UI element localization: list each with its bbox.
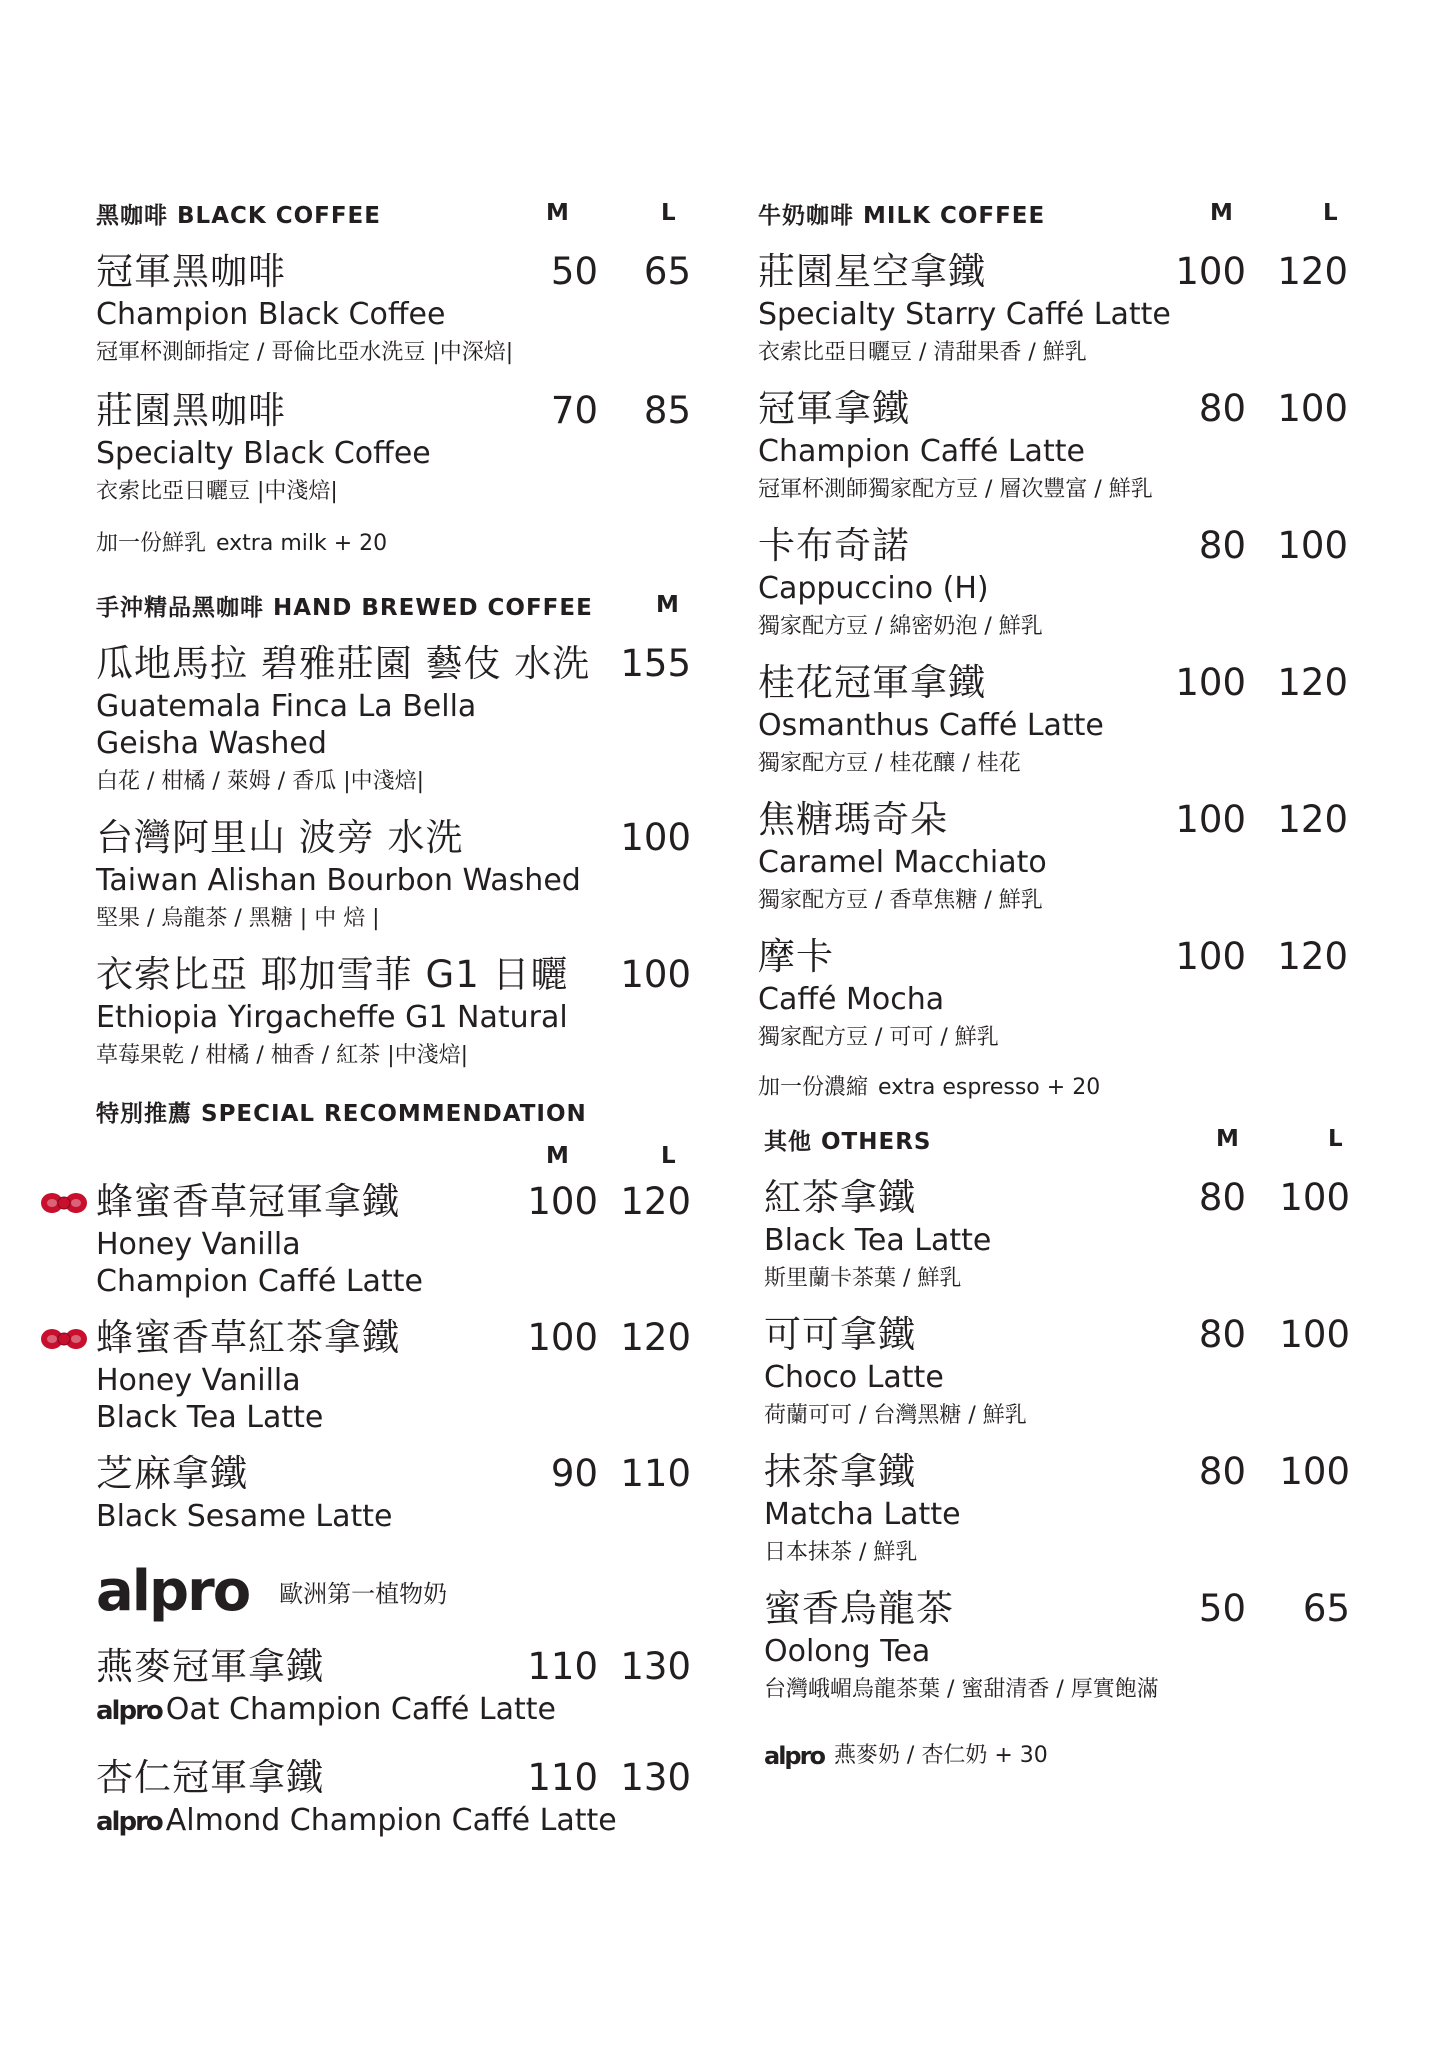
item-name-en: Black Sesame Latte xyxy=(96,1499,393,1534)
item-name-zh: 衣索比亞 耶加雪菲 G1 日曬 xyxy=(96,953,569,996)
price-l: 100 xyxy=(1277,524,1348,567)
menu-item xyxy=(96,387,696,510)
price-l: 65 xyxy=(643,250,691,293)
price-m: 80 xyxy=(1198,1176,1246,1219)
item-name-en-row xyxy=(96,1691,696,1730)
menu-item xyxy=(758,522,1358,645)
price-m: 155 xyxy=(620,642,691,685)
item-desc: 草莓果乾 / 柑橘 / 柚香 / 紅茶 |中淺焙| xyxy=(96,1043,469,1068)
item-name-zh: 燕麥冠軍拿鐵 xyxy=(96,1645,324,1688)
item-name-en: Cappuccino (H) xyxy=(758,571,989,606)
menu-item xyxy=(758,659,1358,782)
price-l: 120 xyxy=(1277,935,1348,978)
item-name-zh: 紅茶拿鐵 xyxy=(764,1176,916,1219)
item-name-en: Honey Vanilla xyxy=(96,1227,301,1262)
price-m: 50 xyxy=(1198,1587,1246,1630)
black-coffee-header xyxy=(96,190,696,236)
price-m: 100 xyxy=(1175,661,1246,704)
size-m-label: M xyxy=(546,200,569,226)
alpro-banner xyxy=(96,1543,696,1639)
item-name-en: Black Tea Latte xyxy=(764,1223,992,1258)
note-en: extra espresso + 20 xyxy=(878,1075,1101,1100)
item-desc: 斯里蘭卡茶葉 / 鮮乳 xyxy=(764,1266,962,1291)
item-desc: 獨家配方豆 / 桂花釀 / 桂花 xyxy=(758,751,1021,776)
right-column xyxy=(758,190,1358,1774)
price-l: 130 xyxy=(620,1645,691,1688)
section-title: 手沖精品黑咖啡 HAND BREWED COFFEE xyxy=(96,594,593,621)
price-m: 90 xyxy=(550,1452,598,1495)
menu-item xyxy=(96,1643,696,1730)
section-title: 牛奶咖啡 MILK COFFEE xyxy=(758,202,1046,229)
size-l-label: L xyxy=(1323,200,1338,226)
price-m: 80 xyxy=(1198,1450,1246,1493)
size-l-label: L xyxy=(661,1143,676,1169)
item-name-zh: 莊園星空拿鐵 xyxy=(758,250,986,293)
menu-item xyxy=(758,933,1358,1056)
hello-kitty-bow-icon xyxy=(40,1190,88,1216)
note-en: extra milk + 20 xyxy=(216,531,388,556)
item-name-en: Choco Latte xyxy=(764,1360,944,1395)
item-desc: 獨家配方豆 / 可可 / 鮮乳 xyxy=(758,1025,999,1050)
item-name-zh: 蜂蜜香草冠軍拿鐵 xyxy=(96,1180,400,1223)
item-name-zh: 桂花冠軍拿鐵 xyxy=(758,661,986,704)
others-header xyxy=(758,1116,1358,1162)
item-desc: 獨家配方豆 / 綿密奶泡 / 鮮乳 xyxy=(758,614,1043,639)
menu-item xyxy=(96,951,696,1074)
price-m: 70 xyxy=(550,389,598,432)
item-name-zh: 抹茶拿鐵 xyxy=(764,1450,916,1493)
item-desc: 白花 / 柑橘 / 萊姆 / 香瓜 |中淺焙| xyxy=(96,769,425,794)
item-name-en: Specialty Black Coffee xyxy=(96,436,431,471)
menu-item xyxy=(764,1174,1358,1297)
menu-item xyxy=(96,1314,696,1436)
menu-item xyxy=(96,1178,696,1300)
price-l: 120 xyxy=(1277,661,1348,704)
item-name-en-row xyxy=(96,1802,696,1841)
menu-item xyxy=(758,796,1358,919)
item-name-zh: 摩卡 xyxy=(758,935,834,978)
price-m: 100 xyxy=(620,816,691,859)
item-desc: 獨家配方豆 / 香草焦糖 / 鮮乳 xyxy=(758,888,1043,913)
extra-milk-note xyxy=(96,526,696,562)
item-name-en: Taiwan Alishan Bourbon Washed xyxy=(96,863,581,898)
left-column xyxy=(96,190,696,1841)
note-zh: 加一份濃縮 xyxy=(758,1075,869,1100)
item-name-en: Oat Champion Caffé Latte xyxy=(165,1692,556,1727)
price-l: 120 xyxy=(1277,798,1348,841)
milk-coffee-header xyxy=(758,190,1358,236)
item-desc: 冠軍杯測師獨家配方豆 / 層次豐富 / 鮮乳 xyxy=(758,477,1153,502)
price-m: 50 xyxy=(550,250,598,293)
item-name-zh: 杏仁冠軍拿鐵 xyxy=(96,1756,324,1799)
item-name-zh: 莊園黑咖啡 xyxy=(96,389,286,432)
menu-item xyxy=(758,385,1358,508)
item-name-en: Matcha Latte xyxy=(764,1497,961,1532)
price-l: 85 xyxy=(643,389,691,432)
price-l: 100 xyxy=(1279,1450,1350,1493)
price-m: 80 xyxy=(1198,387,1246,430)
item-name-en: Champion Caffé Latte xyxy=(758,434,1085,469)
price-l: 110 xyxy=(620,1452,691,1495)
price-l: 65 xyxy=(1302,1587,1350,1630)
menu-item xyxy=(764,1311,1358,1434)
price-m: 110 xyxy=(527,1756,598,1799)
alpro-logo: alpro xyxy=(96,1807,162,1837)
extra-espresso-note xyxy=(758,1070,1358,1106)
item-name-en-2: Geisha Washed xyxy=(96,726,327,761)
section-title: 黑咖啡 BLACK COFFEE xyxy=(96,202,381,229)
item-desc: 冠軍杯測師指定 / 哥倫比亞水洗豆 |中深焙| xyxy=(96,340,514,365)
price-l: 100 xyxy=(1279,1313,1350,1356)
price-l: 120 xyxy=(1277,250,1348,293)
item-name-en: Almond Champion Caffé Latte xyxy=(165,1803,617,1838)
alpro-addon-note xyxy=(764,1738,1358,1774)
menu-item xyxy=(96,1450,696,1535)
special-size-labels xyxy=(96,1134,696,1178)
menu-item xyxy=(764,1448,1358,1571)
item-desc: 衣索比亞日曬豆 / 清甜果香 / 鮮乳 xyxy=(758,340,1087,365)
alpro-logo: alpro xyxy=(96,1696,162,1726)
price-l: 130 xyxy=(620,1756,691,1799)
item-name-zh: 冠軍拿鐵 xyxy=(758,387,910,430)
menu-item xyxy=(758,248,1358,371)
price-m: 100 xyxy=(1175,250,1246,293)
item-name-en: Caramel Macchiato xyxy=(758,845,1047,880)
price-m: 80 xyxy=(1198,524,1246,567)
menu-item xyxy=(96,814,696,937)
item-desc: 日本抹茶 / 鮮乳 xyxy=(764,1540,918,1565)
item-name-en: Honey Vanilla xyxy=(96,1363,301,1398)
item-name-en: Ethiopia Yirgacheffe G1 Natural xyxy=(96,1000,568,1035)
price-m: 100 xyxy=(1175,935,1246,978)
alpro-addon-text: 燕麥奶 / 杏仁奶 + 30 xyxy=(833,1743,1048,1768)
item-name-en: Caffé Mocha xyxy=(758,982,945,1017)
special-header xyxy=(96,1088,696,1134)
item-name-zh: 可可拿鐵 xyxy=(764,1313,916,1356)
item-name-en-2: Black Tea Latte xyxy=(96,1400,324,1435)
item-desc: 衣索比亞日曬豆 |中淺焙| xyxy=(96,479,338,504)
item-name-en: Champion Black Coffee xyxy=(96,297,446,332)
alpro-tagline: 歐洲第一植物奶 xyxy=(279,1579,448,1608)
size-m-label: M xyxy=(1216,1126,1239,1152)
item-name-zh: 瓜地馬拉 碧雅莊園 藝伎 水洗 xyxy=(96,642,591,685)
item-desc: 台灣峨嵋烏龍茶葉 / 蜜甜清香 / 厚實飽滿 xyxy=(764,1677,1159,1702)
price-l: 120 xyxy=(620,1316,691,1359)
section-title: 其他 OTHERS xyxy=(764,1128,932,1155)
price-m: 100 xyxy=(620,953,691,996)
item-name-zh: 台灣阿里山 波旁 水洗 xyxy=(96,816,464,859)
price-m: 100 xyxy=(527,1316,598,1359)
section-title: 特別推薦 SPECIAL RECOMMENDATION xyxy=(96,1100,587,1127)
note-zh: 加一份鮮乳 xyxy=(96,531,207,556)
item-name-zh: 冠軍黑咖啡 xyxy=(96,250,286,293)
price-m: 100 xyxy=(527,1180,598,1223)
size-m-label: M xyxy=(1210,200,1233,226)
price-m: 110 xyxy=(527,1645,598,1688)
item-name-zh: 蜂蜜香草紅茶拿鐵 xyxy=(96,1316,400,1359)
price-l: 120 xyxy=(620,1180,691,1223)
item-name-en: Oolong Tea xyxy=(764,1634,931,1669)
item-desc: 堅果 / 烏龍茶 / 黑糖 | 中 焙 | xyxy=(96,906,380,931)
item-name-en: Guatemala Finca La Bella xyxy=(96,689,477,724)
menu-item xyxy=(764,1585,1358,1708)
alpro-logo: alpro xyxy=(764,1742,824,1770)
item-name-zh: 蜜香烏龍茶 xyxy=(764,1587,954,1630)
size-l-label: L xyxy=(661,200,676,226)
size-m-label: M xyxy=(546,1143,569,1169)
item-name-zh: 卡布奇諾 xyxy=(758,524,910,567)
price-l: 100 xyxy=(1279,1176,1350,1219)
hello-kitty-bow-icon xyxy=(40,1326,88,1352)
price-m: 80 xyxy=(1198,1313,1246,1356)
item-name-zh: 焦糖瑪奇朵 xyxy=(758,798,948,841)
menu-item xyxy=(96,640,696,800)
item-desc: 荷蘭可可 / 台灣黑糖 / 鮮乳 xyxy=(764,1403,1027,1428)
price-l: 100 xyxy=(1277,387,1348,430)
alpro-logo: alpro xyxy=(96,1558,250,1624)
size-m-label: M xyxy=(656,592,679,618)
item-name-en: Osmanthus Caffé Latte xyxy=(758,708,1104,743)
item-name-en: Specialty Starry Caffé Latte xyxy=(758,297,1171,332)
item-name-en-2: Champion Caffé Latte xyxy=(96,1264,423,1299)
menu-item xyxy=(96,248,696,371)
hand-brewed-header xyxy=(96,582,696,628)
price-m: 100 xyxy=(1175,798,1246,841)
size-l-label: L xyxy=(1328,1126,1343,1152)
menu-item xyxy=(96,1754,696,1841)
item-name-zh: 芝麻拿鐵 xyxy=(96,1452,248,1495)
